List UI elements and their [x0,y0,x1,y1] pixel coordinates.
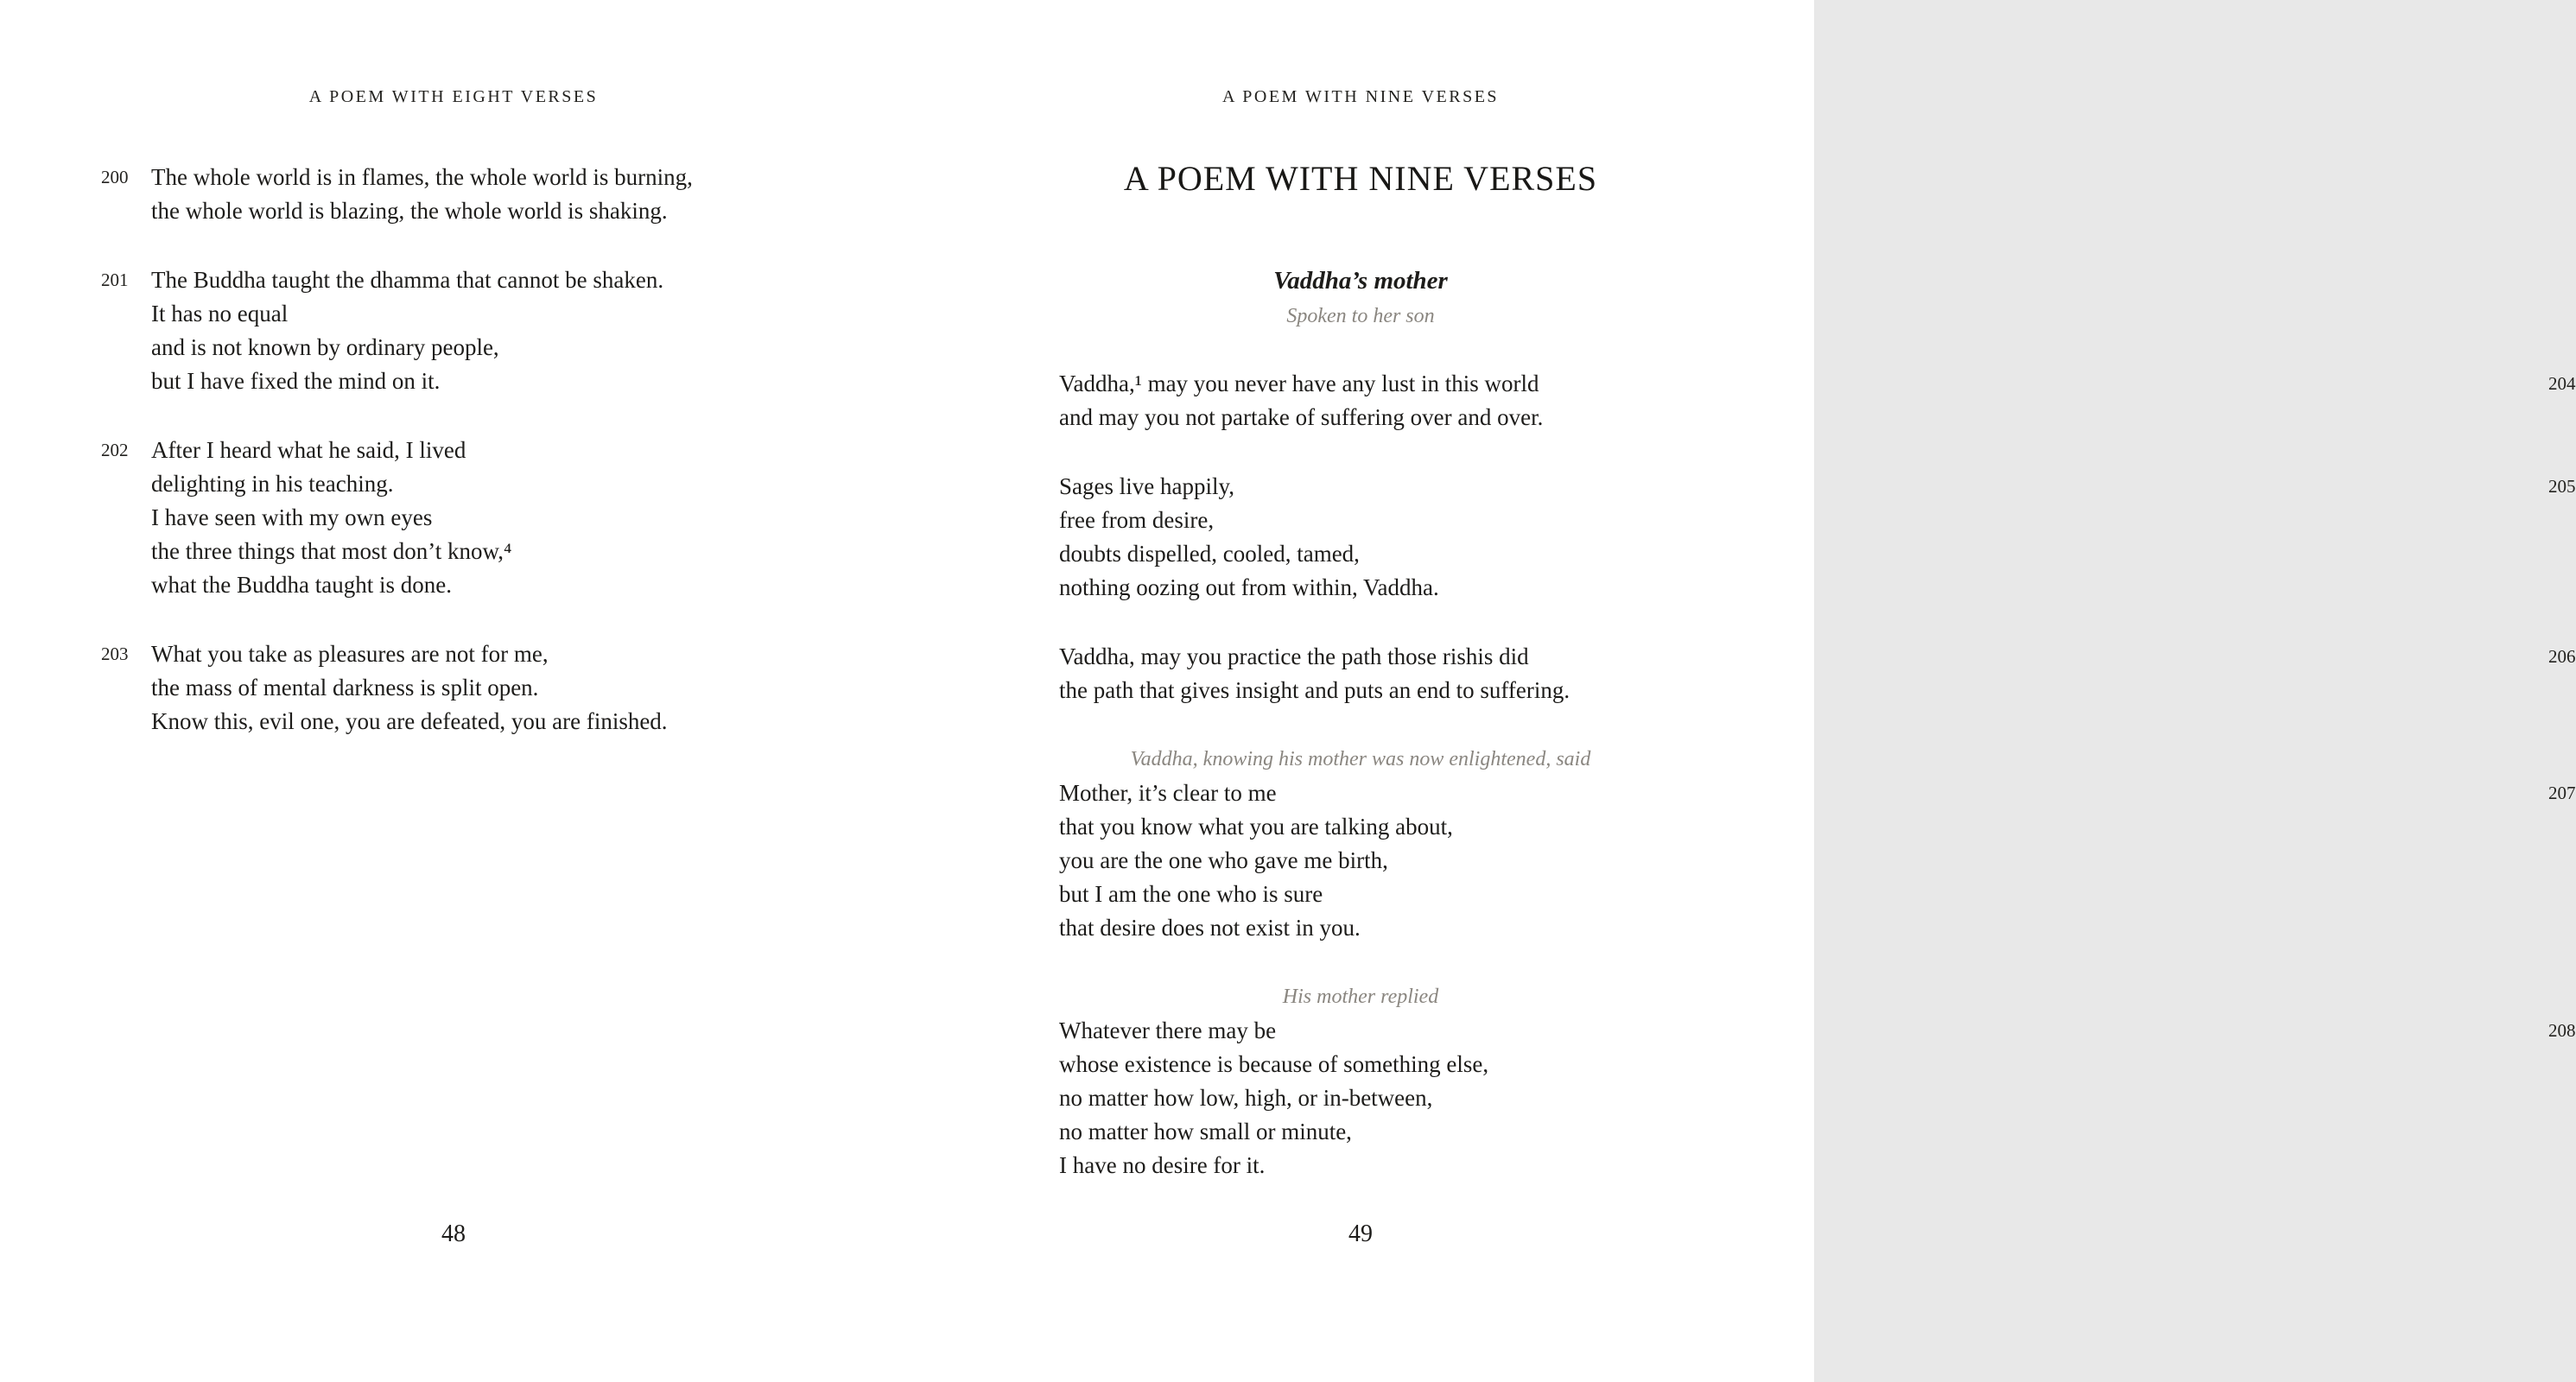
verse-line: The Buddha taught the dhamma that cannot be shaken. [151,267,664,293]
verse [0,161,907,228]
verse-number: 208 [2548,1020,2576,1041]
verse-body [907,777,2576,945]
verse-body [907,470,2576,605]
verse-line: Vaddha,¹ may you never have any lust in this world [1059,371,1539,396]
verse [907,743,2576,945]
verse-line: no matter how small or minute, [1059,1119,1352,1144]
verse-line: It has no equal [151,301,289,326]
verse-line: you are the one who gave me birth, [1059,847,1388,873]
verse-body [0,161,907,228]
page-number-left: 48 [441,1220,466,1247]
verse-line: the three things that most don’t know,⁴ [151,538,512,564]
verse-line: that you know what you are talking about, [1059,814,1453,840]
verse-line: Know this, evil one, you are defeated, you are finished. [151,708,668,734]
verse [0,637,907,739]
verse-line: Vaddha, may you practice the path those rishis did [1059,643,1529,669]
verse-line: and is not known by ordinary people, [151,334,499,360]
poem-attribution-note: Spoken to her son [1286,305,1435,327]
verse-line: the mass of mental darkness is split open. [151,675,539,701]
verse-number: 202 [101,440,129,460]
verse-line: doubts dispelled, cooled, tamed, [1059,541,1360,567]
verse-line: Whatever there may be [1059,1017,1277,1043]
verse [907,470,2576,605]
page-right [907,0,2576,1382]
verse-list-left [0,161,907,774]
verse [907,367,2576,434]
verse-line: the whole world is blazing, the whole world is shaking. [151,198,668,224]
verse-line: but I am the one who is sure [1059,881,1323,907]
poem-attribution: Vaddha’s mother [1273,267,1448,295]
verse-line: what the Buddha taught is done. [151,572,452,598]
verse-number: 207 [2548,783,2576,803]
verse-line: no matter how low, high, or in-between, [1059,1085,1433,1111]
page-left [0,0,907,1382]
page-number-right: 49 [1348,1220,1373,1247]
verse-line: I have seen with my own eyes [151,504,433,530]
verse-body [0,434,907,602]
verse-line: that desire does not exist in you. [1059,915,1361,941]
verse-number: 206 [2548,646,2576,667]
speaker-line: His mother replied [1282,986,1439,1008]
verse-number: 203 [101,643,129,664]
verse-list-right [907,367,2576,1218]
verse-line: the path that gives insight and puts an end to suffering. [1059,677,1570,703]
verse-body [0,637,907,739]
verse-line: What you take as pleasures are not for me, [151,641,549,667]
verse-line: free from desire, [1059,507,1215,533]
verse-body [907,640,2576,707]
verse-body [907,367,2576,434]
verse-number: 200 [101,167,129,187]
verse [0,434,907,602]
verse-line: nothing oozing out from within, Vaddha. [1059,574,1439,600]
verse [907,980,2576,1182]
verse-line: Mother, it’s clear to me [1059,780,1277,806]
verse-number: 205 [2548,476,2576,497]
running-header-left: A POEM WITH EIGHT VERSES [308,87,599,106]
verse-body [907,1014,2576,1182]
verse-line: and may you not partake of suffering over and over. [1059,404,1544,430]
verse [907,640,2576,707]
verse-line: whose existence is because of something else, [1059,1051,1489,1077]
poem-title: A POEM WITH NINE VERSES [1123,159,1598,198]
verse-body [0,263,907,398]
verse-line: The whole world is in flames, the whole world is burning, [151,164,693,190]
verse-number: 201 [101,269,129,290]
verse [0,263,907,398]
verse-line: I have no desire for it. [1059,1152,1266,1178]
speaker-line: Vaddha, knowing his mother was now enlightened, said [1130,748,1591,770]
verse-line: delighting in his teaching. [151,471,394,497]
running-header-right: A POEM WITH NINE VERSES [1221,87,1500,106]
verse-line: but I have fixed the mind on it. [151,368,441,394]
verse-line: After I heard what he said, I lived [151,437,466,463]
verse-number: 204 [2548,373,2576,394]
verse-line: Sages live happily, [1059,473,1234,499]
